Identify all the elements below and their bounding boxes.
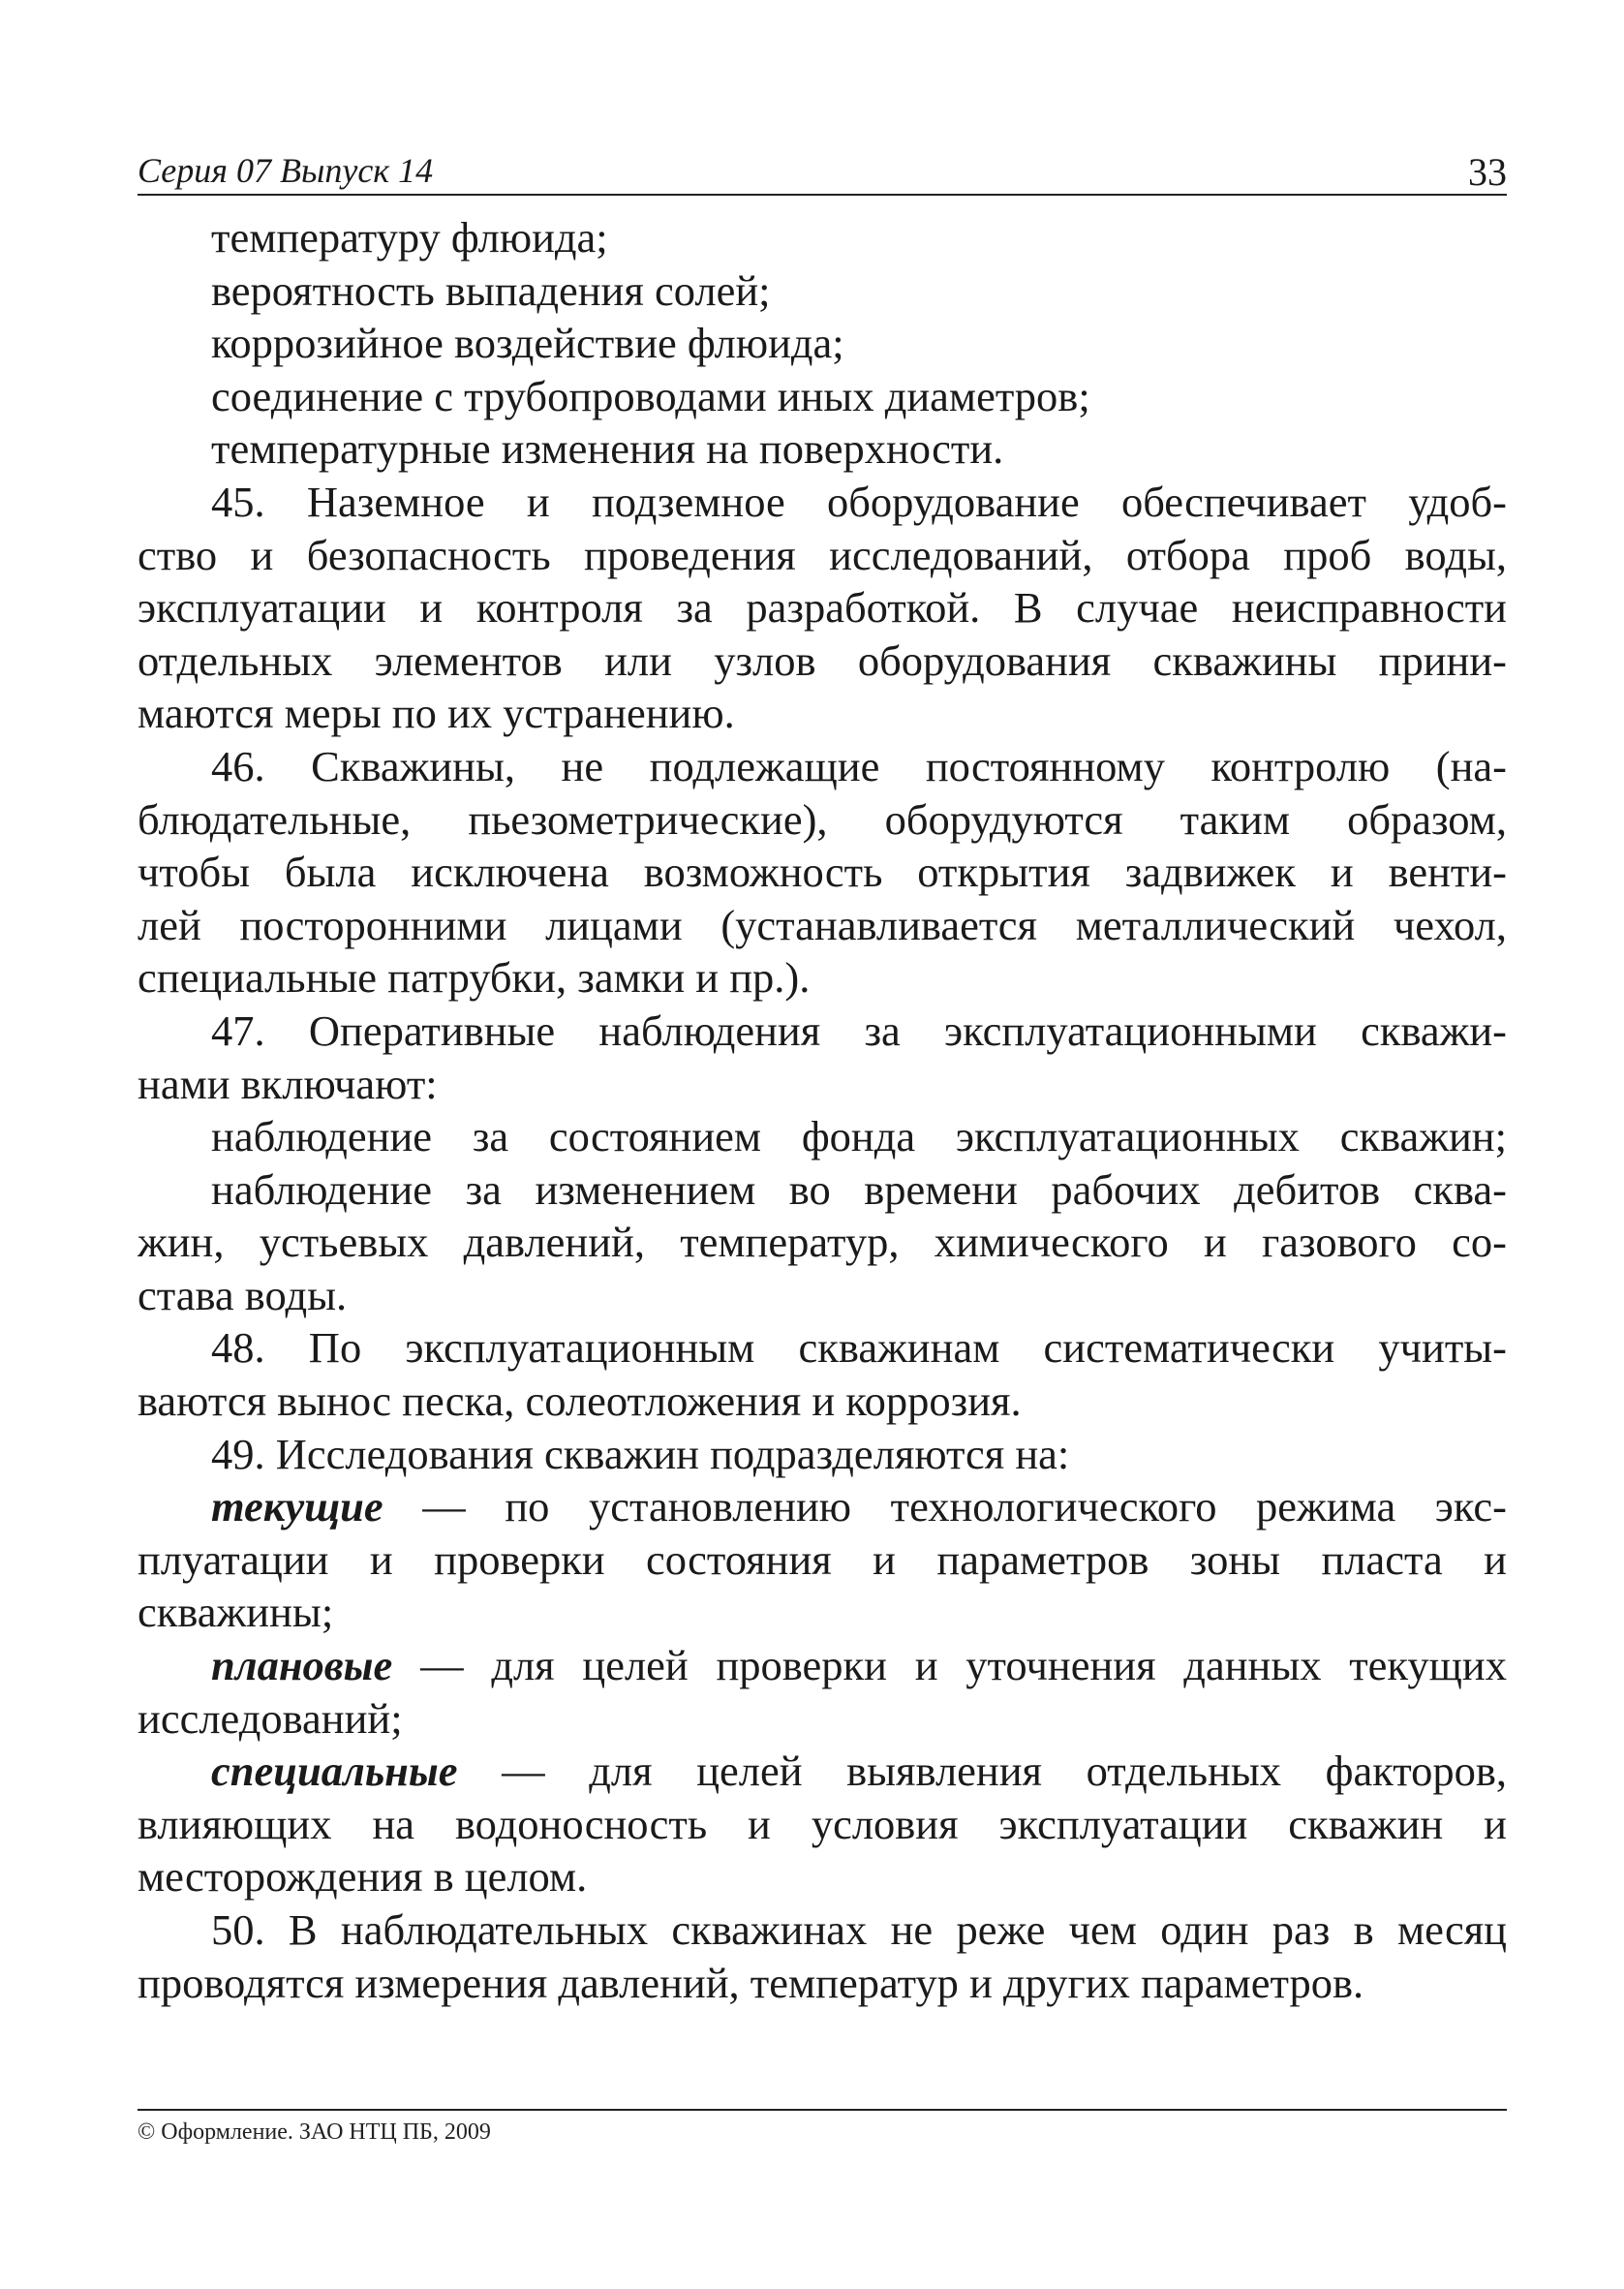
footer-copyright: © Оформление. ЗАО НТЦ ПБ, 2009 xyxy=(138,2119,491,2145)
paragraph-47-line: наблюдение за изменением во времени рабочих дебитов сква- xyxy=(211,1164,1507,1214)
paragraph-45-line: эксплуатации и контроля за разработкой. В случае неисправности xyxy=(138,583,1507,633)
term-current: текущие xyxy=(211,1482,383,1531)
paragraph-47-line: 47. Оперативные наблюдения за эксплуатационными скважи- xyxy=(211,1005,1507,1055)
term-planned-line: исследований; xyxy=(138,1693,403,1743)
paragraph-47-line: става воды. xyxy=(138,1270,348,1319)
paragraph-48-line: 48. По эксплуатационным скважинам систематически учиты- xyxy=(211,1323,1507,1373)
term-special-line: влияющих на водоносность и условия эксплуатации скважин и xyxy=(138,1799,1507,1848)
paragraph-47-line: нами включают: xyxy=(138,1059,438,1108)
paragraph-46-line: блюдательные, пьезометрические), оборудуются таким образом, xyxy=(138,794,1507,844)
term-current-line: текущие — по установлению технологического режима экс- xyxy=(211,1482,1507,1531)
paragraph-47-line: наблюдение за состоянием фонда эксплуатационных скважин; xyxy=(211,1112,1507,1161)
paragraph-46-line: специальные патрубки, замки и пр.). xyxy=(138,953,811,1003)
paragraph-50-line: проводятся измерения давлений, температур и других параметров. xyxy=(138,1958,1364,2007)
paragraph-46-line: чтобы была исключена возможность открытия задвижек и венти- xyxy=(138,848,1507,897)
term-special-line: месторождения в целом. xyxy=(138,1852,588,1902)
text-line: вероятность выпадения солей; xyxy=(211,265,771,315)
paragraph-45-line: 45. Наземное и подземное оборудование обеспечивает удоб- xyxy=(211,477,1507,526)
text-line: соединение с трубопроводами иных диаметров; xyxy=(211,371,1090,420)
page-header xyxy=(138,143,1507,196)
paragraph-49-line: 49. Исследования скважин подразделяются на: xyxy=(211,1429,1070,1478)
page-body xyxy=(138,211,1507,2009)
page-number: 33 xyxy=(1468,150,1507,194)
paragraph-48-line: ваются вынос песка, солеотложения и коррозия. xyxy=(138,1376,1022,1426)
term-planned-line: плановые — для целей проверки и уточнения данных текущих xyxy=(211,1641,1507,1690)
series-title: Серия 07 Выпуск 14 xyxy=(138,151,434,190)
paragraph-47-line: жин, устьевых давлений, температур, химического и газового со- xyxy=(138,1218,1507,1267)
term-special-line: специальные — для целей выявления отдельных факторов, xyxy=(211,1747,1507,1796)
text-line: коррозийное воздействие флюида; xyxy=(211,319,844,368)
term-current-line: плуатации и проверки состояния и параметров зоны пласта и xyxy=(138,1534,1507,1584)
footer-divider xyxy=(138,2109,1507,2111)
text-line: температуру флюида; xyxy=(211,213,608,262)
paragraph-45-line: ство и безопасность проведения исследований, отбора проб воды, xyxy=(138,530,1507,579)
term-planned: плановые xyxy=(211,1641,393,1690)
text-line: температурные изменения на поверхности. xyxy=(211,424,1004,474)
term-current-line: скважины; xyxy=(138,1588,334,1637)
paragraph-45-line: отдельных элементов или узлов оборудования скважины прини- xyxy=(138,635,1507,685)
paragraph-46-line: 46. Скважины, не подлежащие постоянному контролю (на- xyxy=(211,741,1507,790)
paragraph-45-line: маются меры по их устранению. xyxy=(138,689,735,738)
term-special: специальные xyxy=(211,1747,458,1796)
paragraph-50-line: 50. В наблюдательных скважинах не реже чем один раз в месяц xyxy=(211,1905,1507,1954)
paragraph-46-line: лей посторонними лицами (устанавливается металлический чехол, xyxy=(138,900,1507,949)
